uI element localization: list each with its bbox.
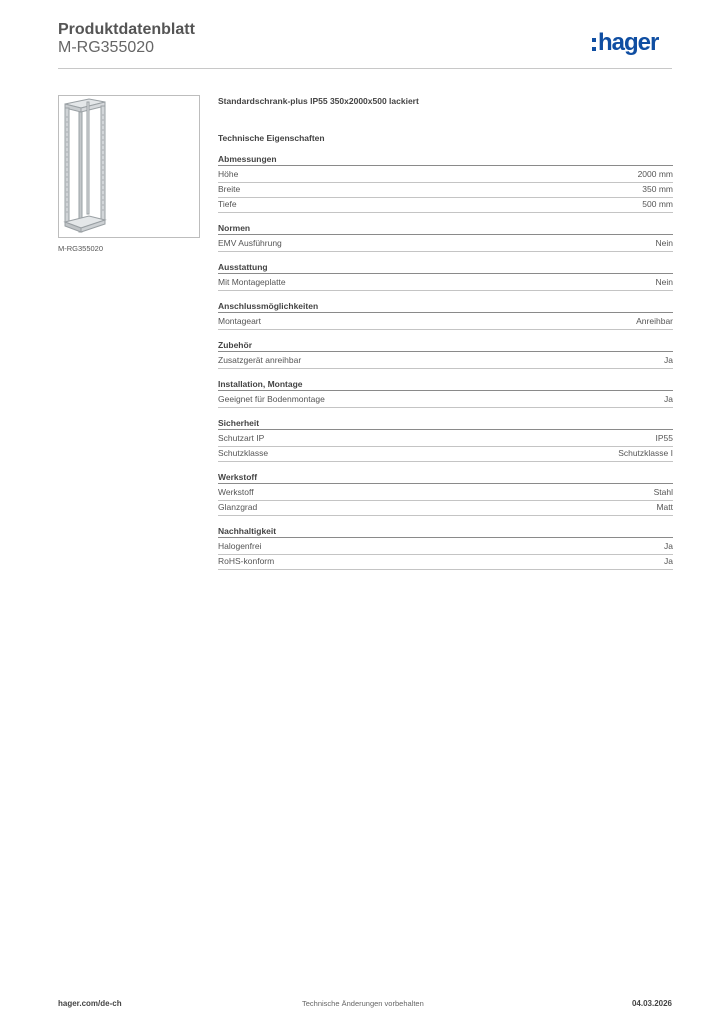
spec-value: Ja <box>664 556 673 566</box>
logo-text: hager <box>598 29 659 56</box>
spec-row <box>218 198 673 213</box>
spec-label: Geeignet für Bodenmontage <box>218 394 325 404</box>
spec-value: 350 mm <box>642 184 673 194</box>
section-title: Werkstoff <box>218 471 673 484</box>
spec-label: Halogenfrei <box>218 541 262 551</box>
spec-section <box>218 525 673 570</box>
spec-section <box>218 153 673 213</box>
spec-content <box>218 95 673 579</box>
footer-date: 04.03.2026 <box>631 999 672 1008</box>
page-title: Produktdatenblatt <box>58 21 195 38</box>
image-caption: M-RG355020 <box>58 244 104 253</box>
spec-row <box>218 237 673 252</box>
spec-label: Montageart <box>218 316 261 326</box>
spec-label: Höhe <box>218 169 239 179</box>
spec-row <box>218 354 673 369</box>
section-title: Nachhaltigkeit <box>218 525 673 538</box>
spec-row <box>218 540 673 555</box>
spec-row <box>218 276 673 291</box>
technical-heading: Technische Eigenschaften <box>218 133 325 143</box>
spec-value: 500 mm <box>642 199 673 209</box>
spec-row <box>218 501 673 516</box>
section-title: Ausstattung <box>218 261 673 274</box>
spec-row <box>218 315 673 330</box>
footer-notice: Technische Änderungen vorbehalten <box>302 999 424 1008</box>
spec-value: Anreihbar <box>636 316 673 326</box>
spec-label: Schutzart IP <box>218 433 265 443</box>
spec-label: RoHS-konform <box>218 556 275 566</box>
spec-row <box>218 555 673 570</box>
spec-value: Matt <box>656 502 673 512</box>
spec-value: IP55 <box>655 433 673 443</box>
spec-section <box>218 471 673 516</box>
footer-website[interactable]: hager.com/de-ch <box>58 999 122 1008</box>
spec-label: Schutzklasse <box>218 448 269 458</box>
section-title: Normen <box>218 222 673 235</box>
spec-row <box>218 432 673 447</box>
logo-dots-icon <box>592 38 596 51</box>
spec-value: Nein <box>655 238 673 248</box>
spec-row <box>218 447 673 462</box>
spec-value: Nein <box>655 277 673 287</box>
spec-row <box>218 168 673 183</box>
spec-value: Ja <box>664 394 673 404</box>
spec-label: Mit Montageplatte <box>218 277 286 287</box>
header-divider <box>58 68 672 69</box>
hager-logo <box>592 26 658 60</box>
spec-row <box>218 486 673 501</box>
spec-row <box>218 183 673 198</box>
section-title: Sicherheit <box>218 417 673 430</box>
spec-label: Breite <box>218 184 241 194</box>
spec-section <box>218 261 673 291</box>
article-number: M-RG355020 <box>58 39 155 56</box>
spec-label: Tiefe <box>218 199 237 209</box>
spec-section <box>218 300 673 330</box>
spec-value: Schutzklasse I <box>618 448 673 458</box>
spec-value: 2000 mm <box>637 169 673 179</box>
spec-value: Ja <box>664 541 673 551</box>
spec-label: Zusatzgerät anreihbar <box>218 355 302 365</box>
spec-row <box>218 393 673 408</box>
spec-label: Glanzgrad <box>218 502 258 512</box>
spec-label: Werkstoff <box>218 487 254 497</box>
section-title: Zubehör <box>218 339 673 352</box>
cabinet-frame-icon <box>59 96 199 237</box>
spec-value: Stahl <box>653 487 673 497</box>
product-image <box>58 95 200 238</box>
spec-section <box>218 417 673 462</box>
spec-value: Ja <box>664 355 673 365</box>
product-title: Standardschrank-plus IP55 350x2000x500 lackiert <box>218 96 419 106</box>
section-title: Installation, Montage <box>218 378 673 391</box>
section-title: Abmessungen <box>218 153 673 166</box>
spec-label: EMV Ausführung <box>218 238 282 248</box>
section-title: Anschlussmöglichkeiten <box>218 300 673 313</box>
spec-section <box>218 222 673 252</box>
spec-sections <box>218 153 673 570</box>
spec-section <box>218 339 673 369</box>
spec-section <box>218 378 673 408</box>
